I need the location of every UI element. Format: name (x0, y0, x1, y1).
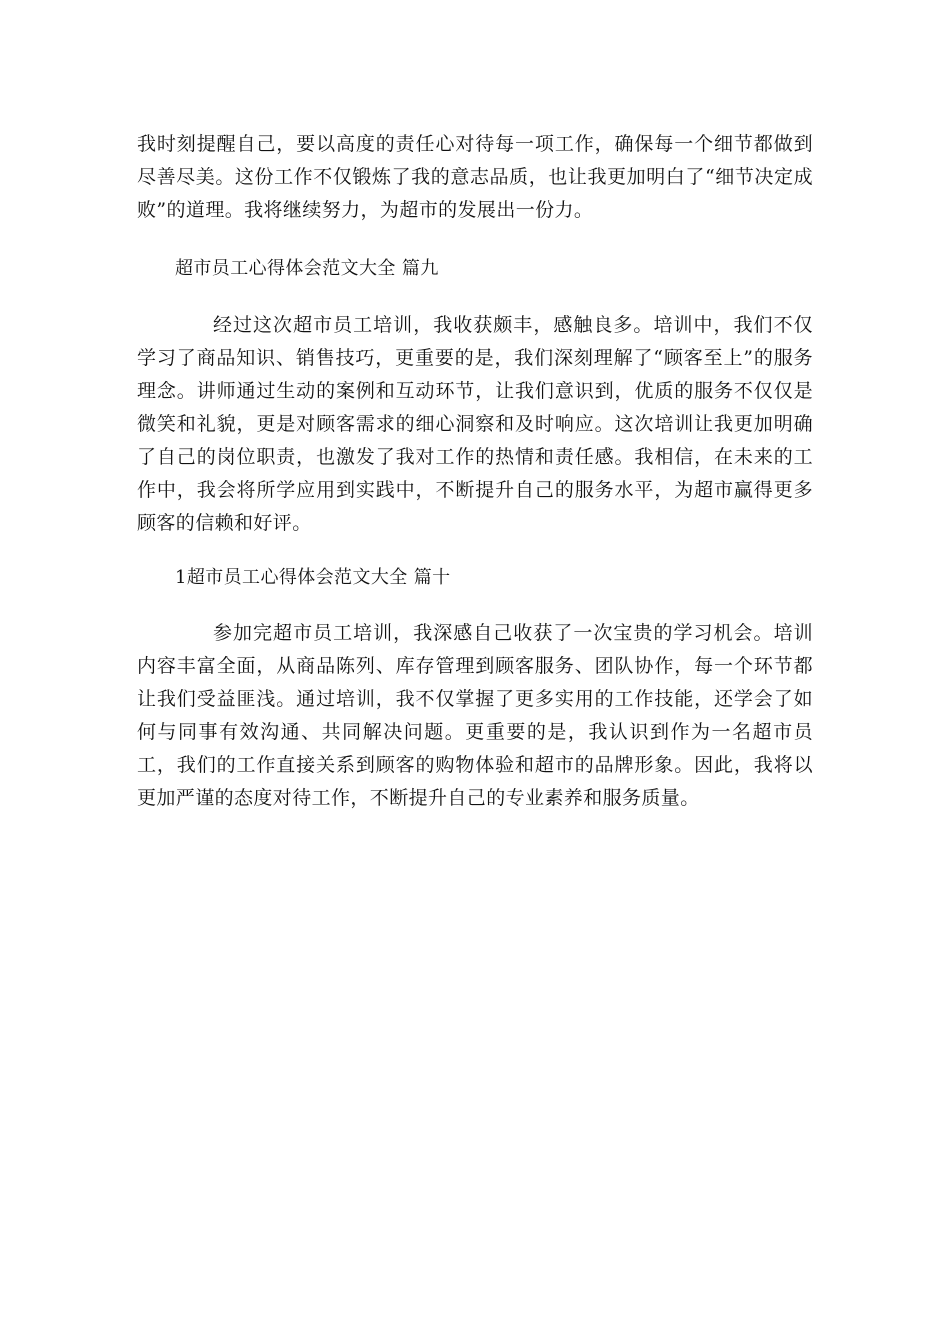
section-9-body: 经过这次超市员工培训，我收获颇丰，感触良多。培训中，我们不仅学习了商品知识、销售技巧，更重要的是，我们深刻理解了“顾客至上”的服务理念。讲师通过生动的案例和互动环节，让我们意识到，优质的服务不仅仅是微笑和礼貌，更是对顾客需求的细心洞察和及时响应。这次培训让我更加明确了自己的岗位职责，也激发了我对工作的热情和责任感。我相信，在未来的工作中，我会将所学应用到实践中，不断提升自己的服务水平，为超市赢得更多顾客的信赖和好评。 (137, 314, 813, 534)
section-9-heading: 超市员工心得体会范文大全 篇九 (175, 258, 439, 279)
continued-paragraph: 我时刻提醒自己，要以高度的责任心对待每一项工作，确保每一个细节都做到尽善尽美。这份工作不仅锻炼了我的意志品质，也让我更加明白了“细节决定成败”的道理。我将继续努力，为超市的发展出一份力。 (137, 133, 813, 221)
section-10-body: 参加完超市员工培训，我深感自己收获了一次宝贵的学习机会。培训内容丰富全面，从商品陈列、库存管理到顾客服务、团队协作，每一个环节都让我们受益匪浅。通过培训，我不仅掌握了更多实用的工作技能，还学会了如何与同事有效沟通、共同解决问题。更重要的是，我认识到作为一名超市员工，我们的工作直接关系到顾客的购物体验和超市的品牌形象。因此，我将以更加严谨的态度对待工作，不断提升自己的专业素养和服务质量。 (137, 622, 813, 809)
section-10-heading: 1超市员工心得体会范文大全 篇十 (175, 567, 451, 588)
